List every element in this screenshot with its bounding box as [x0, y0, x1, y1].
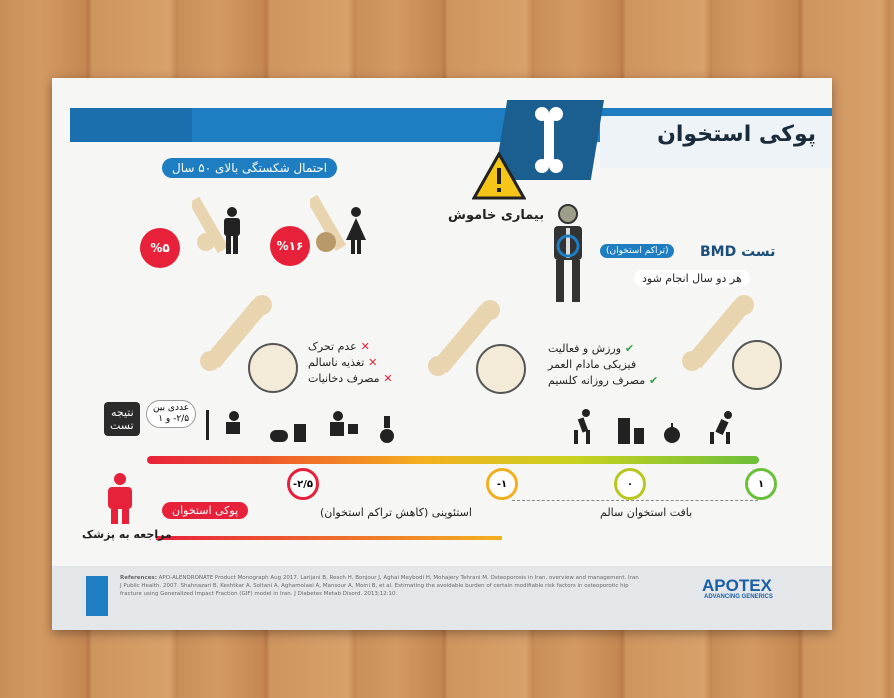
osteoporosis-label: پوکی استخوان — [162, 502, 248, 519]
doctor-icon — [102, 472, 138, 524]
osteopenia-label: استئوپنی (کاهش تراکم استخوان) — [320, 506, 472, 519]
good-habit-1: ✔ ورزش و فعالیت — [548, 342, 635, 355]
doctor-label: مراجعه به پزشک — [82, 528, 172, 541]
iranian-society-logo — [86, 576, 108, 616]
doctor-range-bar — [156, 536, 502, 540]
poster — [52, 78, 832, 630]
computer-user-icon — [326, 410, 362, 444]
good-habit-3: ✔ مصرف روزانه کلسیم — [548, 374, 659, 387]
hookah-icon — [374, 414, 400, 444]
apotex-tagline: ADVANCING GENERICS — [704, 594, 773, 600]
range-tag — [146, 400, 196, 428]
skeleton-icon — [546, 202, 590, 306]
milk-icon — [614, 412, 648, 444]
silent-disease-label: بیماری خاموش — [448, 208, 545, 223]
risk-male-badge: %۵ — [140, 228, 180, 268]
apple-icon — [662, 422, 682, 444]
references-title: References: — [120, 575, 157, 581]
scale-point-zero: ۰ — [614, 468, 646, 500]
fracture-risk-title: احتمال شکستگی بالای ۵۰ سال — [162, 158, 337, 178]
references — [120, 574, 640, 598]
warning-icon — [472, 152, 526, 200]
result-tag — [104, 402, 140, 436]
result-tag-line2: تست — [110, 419, 134, 432]
sitting-icon — [204, 408, 250, 444]
range-tag-line2: ۲/۵- و ۱ — [158, 414, 190, 424]
risk-factor-3: ✕ مصرف دخانیات — [308, 372, 393, 385]
scale-point-minus-1: -۱ — [486, 468, 518, 500]
stretching-icon — [568, 408, 598, 444]
bmd-scale-bar — [147, 456, 759, 464]
porous-bone-detail — [248, 343, 298, 393]
scale-point-minus-2-5: -۲/۵ — [287, 468, 319, 500]
woman-icon — [344, 206, 368, 256]
fastfood-icon — [268, 422, 312, 444]
bmd-test-label: تست BMD — [700, 244, 776, 260]
healthy-label: بافت استخوان سالم — [600, 506, 693, 519]
risk-female-badge: %۱۶ — [270, 226, 310, 266]
man-icon — [220, 206, 244, 256]
bmd-sub-label: (تراکم استخوان) — [600, 244, 674, 258]
result-tag-line1: نتیجه — [110, 406, 134, 419]
healthy-range-line — [512, 500, 758, 502]
references-text: APO-ALENDRONATE Product Monograph Aug 2017. Larijani B, Resch H, Bonjour J, Aghai Meybodi H, Mohajery Tehrani M. Osteoporosis in Iran, overview and management. Iran J Public Health. 2007. Shahnazari B, Keshtkar A, Soltani A, Aghamolaei A, Mansour A, Moini B, et al. Estimating the avoidable burden of certain modifiable risk factors in osteoporotic hip fracture using Generalized Impact Fraction (GIF) model in Iran. J Diabetes Metab Disord. 2013;12:10. — [120, 575, 639, 597]
page-title: پوکی استخوان — [657, 122, 816, 147]
scale-point-one: ۱ — [745, 468, 777, 500]
bmd-frequency: هر دو سال انجام شود — [634, 270, 750, 287]
apotex-logo: APOTEX — [702, 576, 772, 595]
risk-factor-2: ✕ تغذیه ناسالم — [308, 356, 378, 369]
medium-bone-detail — [476, 344, 526, 394]
range-tag-line1: عددی بین — [153, 403, 190, 413]
running-icon — [706, 410, 740, 444]
good-habit-2: فیزیکی مادام العمر — [548, 358, 637, 371]
dense-bone-detail — [732, 340, 782, 390]
risk-factor-1: ✕ عدم تحرک — [308, 340, 370, 353]
